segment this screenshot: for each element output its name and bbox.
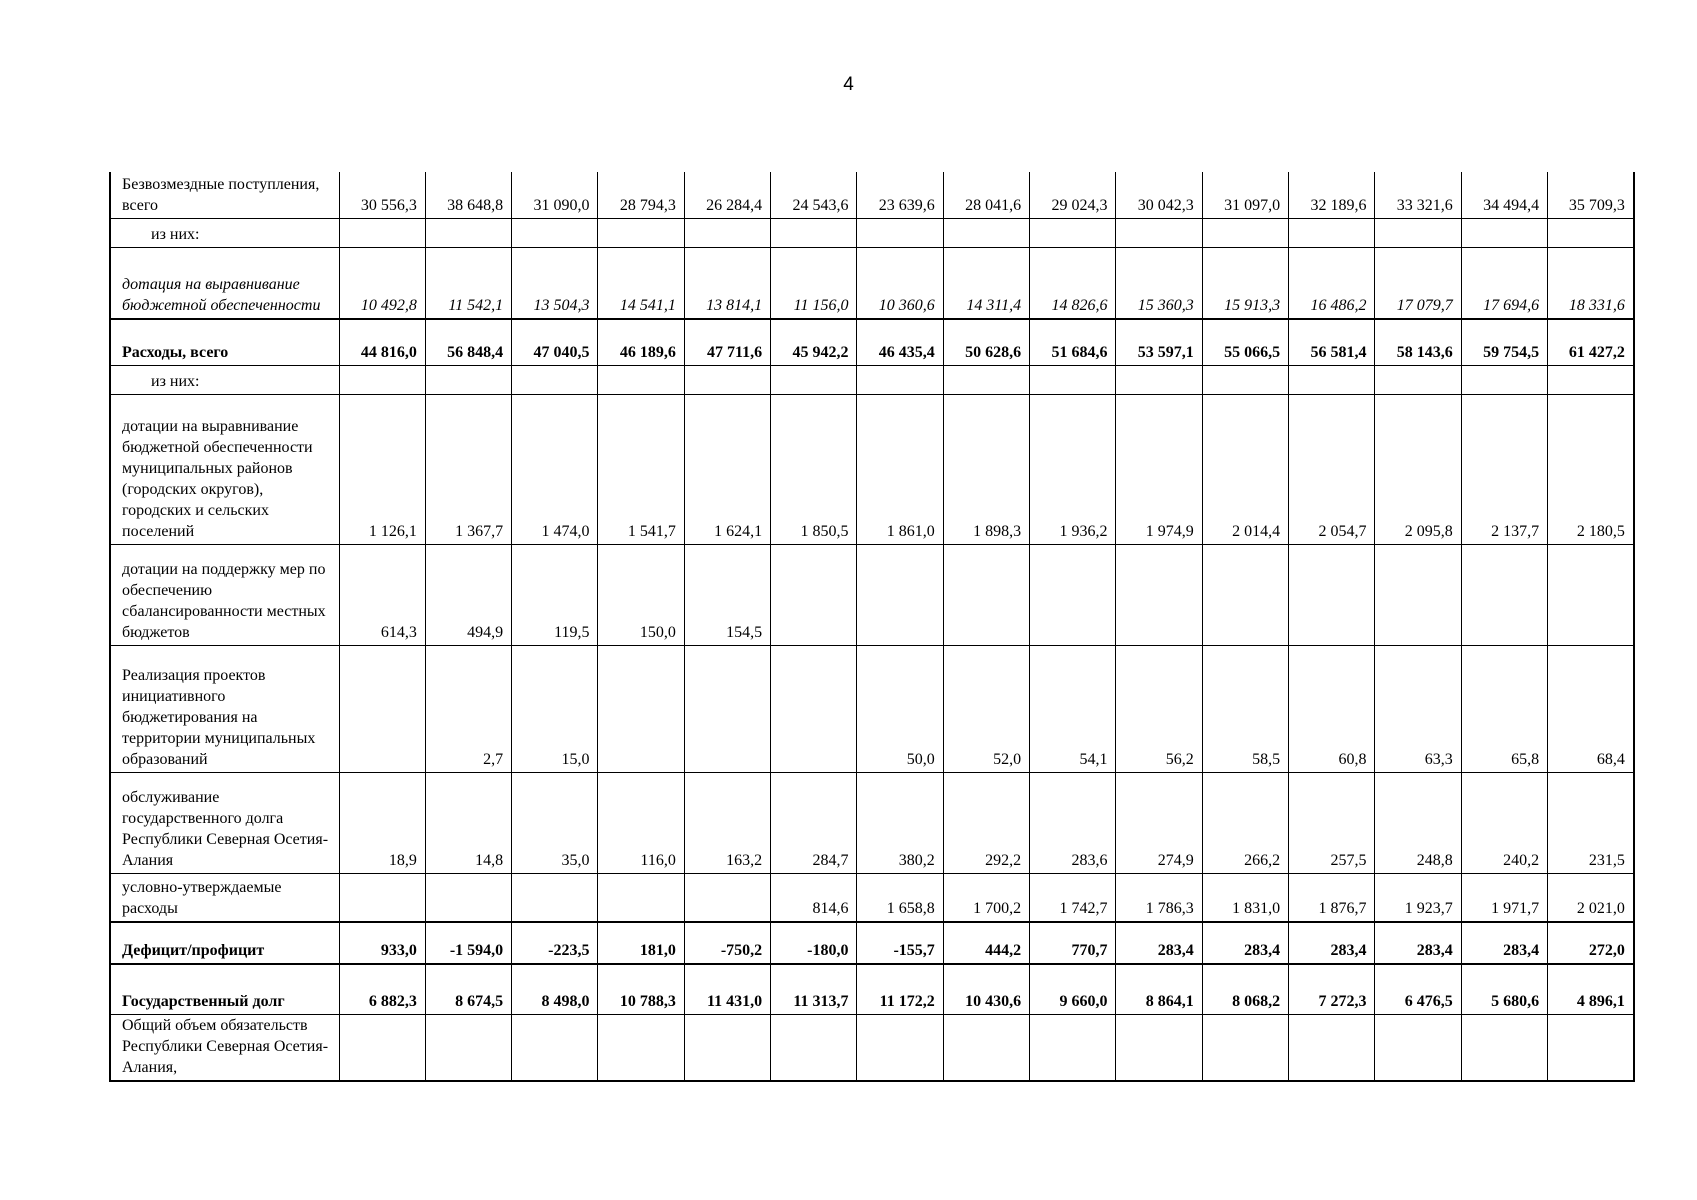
value-cell: 13 504,3 [512, 247, 598, 319]
value-cell [598, 365, 684, 394]
value-cell: 15,0 [512, 645, 598, 772]
value-cell [1116, 365, 1202, 394]
value-cell: 14,8 [425, 772, 511, 873]
value-cell: 1 474,0 [512, 394, 598, 544]
value-cell [771, 365, 857, 394]
value-cell [771, 544, 857, 645]
value-cell: 1 786,3 [1116, 873, 1202, 922]
value-cell [1030, 1014, 1116, 1081]
value-cell: 10 430,6 [943, 964, 1029, 1014]
value-cell: 46 435,4 [857, 319, 943, 365]
value-cell [1461, 365, 1547, 394]
value-cell [684, 873, 770, 922]
value-cell: 283,4 [1202, 922, 1288, 964]
value-cell [1202, 218, 1288, 247]
value-cell: 1 126,1 [339, 394, 425, 544]
table-row [110, 772, 1634, 873]
value-cell: 181,0 [598, 922, 684, 964]
page-number: 4 [843, 74, 854, 95]
table-row [110, 218, 1634, 247]
value-cell: 31 097,0 [1202, 172, 1288, 218]
value-cell [857, 218, 943, 247]
value-cell: -750,2 [684, 922, 770, 964]
value-cell: 38 648,8 [425, 172, 511, 218]
value-cell [857, 365, 943, 394]
value-cell [425, 218, 511, 247]
row-label: дотации на поддержку мер по обеспечению сбалансированности местных бюджетов [110, 544, 339, 645]
value-cell [1116, 1014, 1202, 1081]
value-cell: 1 971,7 [1461, 873, 1547, 922]
value-cell [598, 218, 684, 247]
value-cell: 11 542,1 [425, 247, 511, 319]
value-cell [512, 1014, 598, 1081]
value-cell: 56 581,4 [1289, 319, 1375, 365]
value-cell [598, 1014, 684, 1081]
value-cell: 14 541,1 [598, 247, 684, 319]
value-cell: 6 476,5 [1375, 964, 1461, 1014]
value-cell: 56 848,4 [425, 319, 511, 365]
value-cell: 30 556,3 [339, 172, 425, 218]
value-cell [1202, 544, 1288, 645]
value-cell: -180,0 [771, 922, 857, 964]
value-cell: 32 189,6 [1289, 172, 1375, 218]
value-cell: 6 882,3 [339, 964, 425, 1014]
value-cell: 933,0 [339, 922, 425, 964]
row-label: из них: [110, 218, 339, 247]
value-cell: 47 040,5 [512, 319, 598, 365]
value-cell: 11 156,0 [771, 247, 857, 319]
value-cell [425, 1014, 511, 1081]
value-cell: 10 492,8 [339, 247, 425, 319]
value-cell: 119,5 [512, 544, 598, 645]
value-cell: 15 913,3 [1202, 247, 1288, 319]
value-cell: 10 788,3 [598, 964, 684, 1014]
row-label: Расходы, всего [110, 319, 339, 365]
value-cell: 814,6 [771, 873, 857, 922]
value-cell: 52,0 [943, 645, 1029, 772]
value-cell: 14 311,4 [943, 247, 1029, 319]
value-cell: 10 360,6 [857, 247, 943, 319]
value-cell: -223,5 [512, 922, 598, 964]
value-cell: 33 321,6 [1375, 172, 1461, 218]
value-cell: 2,7 [425, 645, 511, 772]
value-cell [339, 1014, 425, 1081]
value-cell: 29 024,3 [1030, 172, 1116, 218]
value-cell [1548, 1014, 1634, 1081]
value-cell: 1 831,0 [1202, 873, 1288, 922]
value-cell [684, 1014, 770, 1081]
row-label: Реализация проектов инициативного бюджетирования на территории муниципальных образований [110, 645, 339, 772]
value-cell: 274,9 [1116, 772, 1202, 873]
value-cell: 18,9 [339, 772, 425, 873]
value-cell: 65,8 [1461, 645, 1547, 772]
value-cell [1030, 218, 1116, 247]
value-cell [512, 873, 598, 922]
value-cell: 266,2 [1202, 772, 1288, 873]
table-row [110, 172, 1634, 218]
table-row [110, 247, 1634, 319]
value-cell [1461, 218, 1547, 247]
row-label: Безвозмездные поступления, всего [110, 172, 339, 218]
value-cell: 1 898,3 [943, 394, 1029, 544]
value-cell: 1 850,5 [771, 394, 857, 544]
value-cell [1202, 365, 1288, 394]
value-cell: 18 331,6 [1548, 247, 1634, 319]
value-cell [771, 1014, 857, 1081]
value-cell: 13 814,1 [684, 247, 770, 319]
row-label: Дефицит/профицит [110, 922, 339, 964]
value-cell: 53 597,1 [1116, 319, 1202, 365]
value-cell: 283,4 [1461, 922, 1547, 964]
row-label: обслуживание государственного долга Республики Северная Осетия-Алания [110, 772, 339, 873]
value-cell [1375, 365, 1461, 394]
value-cell: 46 189,6 [598, 319, 684, 365]
table-row [110, 365, 1634, 394]
value-cell: -155,7 [857, 922, 943, 964]
value-cell: 50 628,6 [943, 319, 1029, 365]
value-cell: 283,4 [1375, 922, 1461, 964]
value-cell: 44 816,0 [339, 319, 425, 365]
value-cell [1289, 544, 1375, 645]
value-cell [339, 365, 425, 394]
value-cell: 1 923,7 [1375, 873, 1461, 922]
value-cell [1548, 365, 1634, 394]
value-cell: 15 360,3 [1116, 247, 1202, 319]
value-cell: 380,2 [857, 772, 943, 873]
value-cell: 2 180,5 [1548, 394, 1634, 544]
value-cell [1461, 544, 1547, 645]
value-cell [1116, 218, 1202, 247]
value-cell: 24 543,6 [771, 172, 857, 218]
table-row [110, 394, 1634, 544]
value-cell: 1 541,7 [598, 394, 684, 544]
value-cell [1202, 1014, 1288, 1081]
value-cell [857, 1014, 943, 1081]
row-label: дотация на выравнивание бюджетной обеспеченности [110, 247, 339, 319]
value-cell: 248,8 [1375, 772, 1461, 873]
value-cell [512, 218, 598, 247]
value-cell: 1 367,7 [425, 394, 511, 544]
value-cell: 272,0 [1548, 922, 1634, 964]
value-cell: 7 272,3 [1289, 964, 1375, 1014]
value-cell: 444,2 [943, 922, 1029, 964]
value-cell: 11 313,7 [771, 964, 857, 1014]
value-cell [1030, 365, 1116, 394]
value-cell: 150,0 [598, 544, 684, 645]
value-cell: 60,8 [1289, 645, 1375, 772]
table-row [110, 319, 1634, 365]
value-cell [684, 218, 770, 247]
value-cell [943, 1014, 1029, 1081]
value-cell: 28 794,3 [598, 172, 684, 218]
value-cell: 2 021,0 [1548, 873, 1634, 922]
value-cell [1548, 218, 1634, 247]
value-cell: 1 974,9 [1116, 394, 1202, 544]
value-cell: 283,6 [1030, 772, 1116, 873]
value-cell [425, 873, 511, 922]
value-cell [771, 645, 857, 772]
value-cell: 2 137,7 [1461, 394, 1547, 544]
value-cell: 45 942,2 [771, 319, 857, 365]
value-cell: 2 054,7 [1289, 394, 1375, 544]
value-cell: 292,2 [943, 772, 1029, 873]
value-cell [1116, 544, 1202, 645]
value-cell: 54,1 [1030, 645, 1116, 772]
value-cell [943, 365, 1029, 394]
value-cell [1375, 1014, 1461, 1081]
value-cell [339, 873, 425, 922]
value-cell: 47 711,6 [684, 319, 770, 365]
value-cell: -1 594,0 [425, 922, 511, 964]
value-cell: 163,2 [684, 772, 770, 873]
value-cell: 58 143,6 [1375, 319, 1461, 365]
value-cell: 34 494,4 [1461, 172, 1547, 218]
value-cell [943, 218, 1029, 247]
value-cell: 1 700,2 [943, 873, 1029, 922]
table-row [110, 873, 1634, 922]
value-cell: 2 014,4 [1202, 394, 1288, 544]
value-cell [1375, 218, 1461, 247]
value-cell: 8 068,2 [1202, 964, 1288, 1014]
table-row [110, 922, 1634, 964]
value-cell [598, 645, 684, 772]
value-cell [425, 365, 511, 394]
value-cell: 28 041,6 [943, 172, 1029, 218]
value-cell [1289, 1014, 1375, 1081]
value-cell [1375, 544, 1461, 645]
budget-forecast-table [109, 172, 1635, 1082]
table-row [110, 645, 1634, 772]
value-cell: 35 709,3 [1548, 172, 1634, 218]
value-cell [1548, 544, 1634, 645]
value-cell: 5 680,6 [1461, 964, 1547, 1014]
value-cell: 1 936,2 [1030, 394, 1116, 544]
row-label: Государственный долг [110, 964, 339, 1014]
value-cell: 1 876,7 [1289, 873, 1375, 922]
value-cell [1030, 544, 1116, 645]
value-cell: 68,4 [1548, 645, 1634, 772]
value-cell: 17 694,6 [1461, 247, 1547, 319]
table-row [110, 544, 1634, 645]
value-cell: 4 896,1 [1548, 964, 1634, 1014]
value-cell: 26 284,4 [684, 172, 770, 218]
value-cell: 59 754,5 [1461, 319, 1547, 365]
value-cell: 8 498,0 [512, 964, 598, 1014]
value-cell: 11 431,0 [684, 964, 770, 1014]
value-cell: 257,5 [1289, 772, 1375, 873]
value-cell: 1 861,0 [857, 394, 943, 544]
value-cell [512, 365, 598, 394]
value-cell: 770,7 [1030, 922, 1116, 964]
value-cell: 494,9 [425, 544, 511, 645]
row-label: дотации на выравнивание бюджетной обеспеченности муниципальных районов (городских округов), городских и сельских поселений [110, 394, 339, 544]
value-cell: 2 095,8 [1375, 394, 1461, 544]
value-cell: 231,5 [1548, 772, 1634, 873]
value-cell: 9 660,0 [1030, 964, 1116, 1014]
value-cell: 16 486,2 [1289, 247, 1375, 319]
value-cell: 1 742,7 [1030, 873, 1116, 922]
value-cell: 8 864,1 [1116, 964, 1202, 1014]
value-cell: 63,3 [1375, 645, 1461, 772]
value-cell: 283,4 [1289, 922, 1375, 964]
value-cell: 31 090,0 [512, 172, 598, 218]
value-cell [1289, 218, 1375, 247]
value-cell: 56,2 [1116, 645, 1202, 772]
value-cell: 61 427,2 [1548, 319, 1634, 365]
value-cell: 50,0 [857, 645, 943, 772]
value-cell [684, 645, 770, 772]
value-cell [339, 218, 425, 247]
value-cell: 11 172,2 [857, 964, 943, 1014]
value-cell: 284,7 [771, 772, 857, 873]
value-cell [598, 873, 684, 922]
value-cell: 58,5 [1202, 645, 1288, 772]
value-cell [943, 544, 1029, 645]
value-cell: 614,3 [339, 544, 425, 645]
row-label: Общий объем обязательств Республики Северная Осетия-Алания, [110, 1014, 339, 1081]
value-cell: 17 079,7 [1375, 247, 1461, 319]
value-cell: 1 624,1 [684, 394, 770, 544]
value-cell: 14 826,6 [1030, 247, 1116, 319]
row-label: условно-утверждаемые расходы [110, 873, 339, 922]
table-row [110, 964, 1634, 1014]
value-cell: 116,0 [598, 772, 684, 873]
row-label: из них: [110, 365, 339, 394]
value-cell [1289, 365, 1375, 394]
value-cell: 30 042,3 [1116, 172, 1202, 218]
value-cell: 55 066,5 [1202, 319, 1288, 365]
value-cell: 51 684,6 [1030, 319, 1116, 365]
value-cell [684, 365, 770, 394]
value-cell: 1 658,8 [857, 873, 943, 922]
value-cell: 35,0 [512, 772, 598, 873]
value-cell: 154,5 [684, 544, 770, 645]
table-body [110, 172, 1634, 1081]
value-cell: 8 674,5 [425, 964, 511, 1014]
value-cell [339, 645, 425, 772]
value-cell: 23 639,6 [857, 172, 943, 218]
value-cell [771, 218, 857, 247]
value-cell: 240,2 [1461, 772, 1547, 873]
value-cell: 283,4 [1116, 922, 1202, 964]
value-cell [1461, 1014, 1547, 1081]
value-cell [857, 544, 943, 645]
table-row [110, 1014, 1634, 1081]
